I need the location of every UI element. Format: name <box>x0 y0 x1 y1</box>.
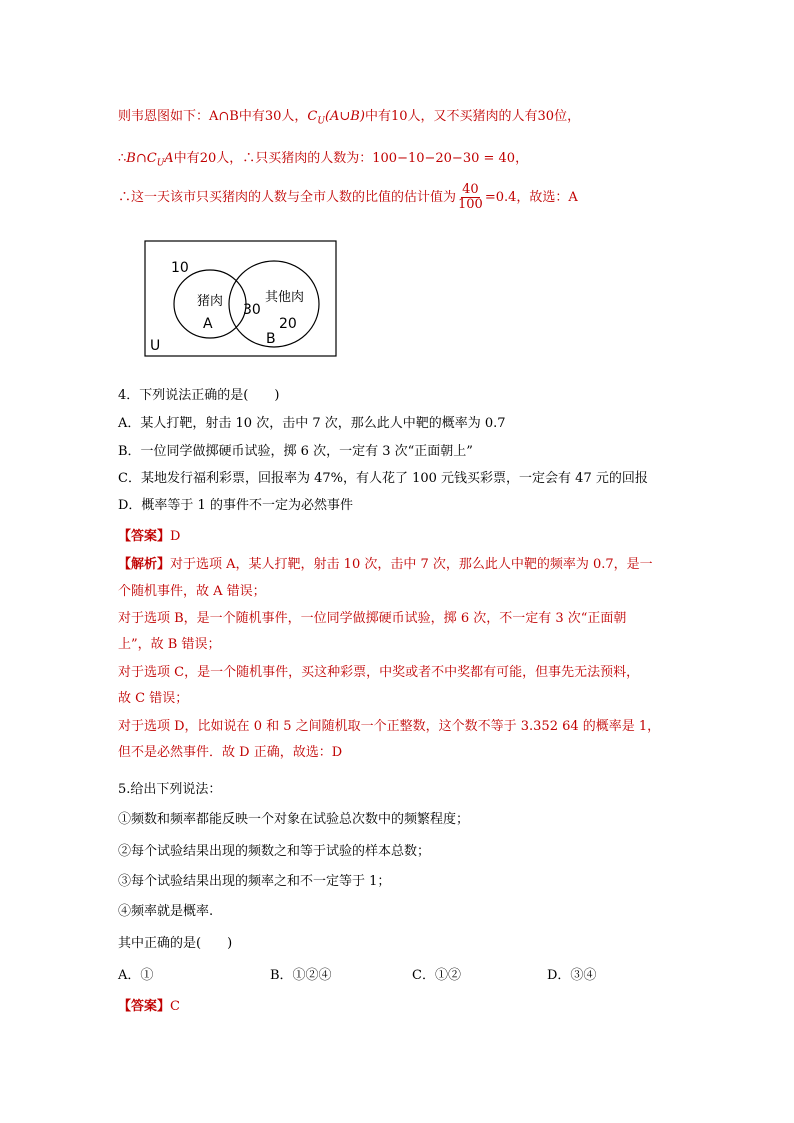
count: 20 <box>199 151 217 166</box>
text: 人， <box>281 109 308 124</box>
count: 30 <box>264 109 282 124</box>
q5-ask: 其中正确的是( ) <box>118 936 233 951</box>
q4-option-a: A．某人打靶，射击 10 次，击中 7 次，那么此人中靶的概率为 0.7 <box>118 416 506 431</box>
venn-diagram <box>144 240 338 358</box>
analysis-label: 【解析】 <box>118 557 171 572</box>
set-b-letter: B <box>266 331 276 347</box>
universe-label: U <box>150 338 161 354</box>
therefore-symbol: ∴ <box>118 151 127 166</box>
q4-option-b: B．一位同学做掷硬币试验，掷 6 次，一定有 3 次“正面朝上” <box>118 444 473 459</box>
intersection-count: 30 <box>243 302 261 318</box>
set-a-letter: A <box>203 316 213 332</box>
q5-answer <box>118 998 180 1016</box>
fraction <box>458 183 483 212</box>
q5-statement-3: ③每个试验结果出现的频率之和不一定等于 1； <box>118 874 391 889</box>
outside-count: 10 <box>171 260 189 276</box>
complement-subscript: U <box>317 116 325 127</box>
q4-option-c: C．某地发行福利彩票，回报率为 47%，有人花了 100 元钱买彩票，一定会有 47 元的回报 <box>118 471 648 486</box>
q4-option-d: D．概率等于 1 的事件不一定为必然事件 <box>118 498 353 513</box>
equation: 100−10−20−30 = 40， <box>372 151 529 166</box>
q5-option-a: A．① <box>118 968 154 983</box>
text: ∴这一天该市只买猪肉的人数与全市人数的比值的估计值为 <box>118 190 457 205</box>
q5-stem: 5.给出下列说法： <box>118 782 222 797</box>
q5-option-c: C．①② <box>412 968 461 983</box>
text: 位， <box>554 109 581 124</box>
answer-value: C <box>170 999 180 1014</box>
solution-line-1 <box>118 108 580 131</box>
q4-analysis-3: 对于选项 B，是一个随机事件，一位同学做掷硬币试验，掷 6 次，不一定有 3 次“正面朝 <box>118 611 627 626</box>
solution-line-3 <box>118 183 578 212</box>
set-b-name: 其他肉 <box>265 290 305 305</box>
q5-statement-1: ①频数和频率都能反映一个对象在试验总次数中的频繁程度； <box>118 812 470 827</box>
q4-analysis-4: 上”，故 B 错误； <box>118 637 221 652</box>
text: 人，∴只买猪肉的人数为： <box>216 151 373 166</box>
q4-analysis-8: 但不是必然事件．故 D 正确，故选：D <box>118 745 343 760</box>
q4-analysis-5: 对于选项 C，是一个随机事件，买这种彩票，中奖或者不中奖都有可能，但事先无法预料， <box>118 665 640 680</box>
answer-label: 【答案】 <box>118 999 171 1014</box>
set-b-count: 20 <box>279 316 297 332</box>
answer-value: D <box>170 529 181 544</box>
text: 人，又不买猪肉的人有 <box>407 109 538 124</box>
complement-symbol: C <box>307 109 318 124</box>
solution-line-2 <box>118 150 528 173</box>
q4-stem: 4．下列说法正确的是( ) <box>118 388 280 403</box>
text: =0.4，故选：A <box>484 190 578 205</box>
text: 则韦恩图如下：A∩B中有 <box>118 109 265 124</box>
q4-analysis-6: 故 C 错误； <box>118 691 189 706</box>
q5-statement-4: ④频率就是概率. <box>118 904 214 919</box>
count: 30 <box>537 109 555 124</box>
q4-analysis-7: 对于选项 D，比如说在 0 和 5 之间随机取一个正整数，这个数不等于 3.352 64 的概率是 1， <box>118 719 661 734</box>
analysis-text: 对于选项 A，某人打靶，射击 10 次，击中 7 次，那么此人中靶的频率为 0.7，是一 <box>170 557 653 572</box>
q5-option-b: B．①②④ <box>270 968 332 983</box>
answer-label: 【答案】 <box>118 529 171 544</box>
q5-option-d: D．③④ <box>547 968 597 983</box>
math-expr: (A∪B) <box>324 109 365 124</box>
q4-analysis-1 <box>118 556 653 574</box>
set-a-name: 猪肉 <box>197 294 224 309</box>
math-expr: A <box>164 151 174 166</box>
text: 中有 <box>364 109 391 124</box>
count: 10 <box>390 109 408 124</box>
numerator: 40 <box>462 182 479 197</box>
q4-answer <box>118 528 180 546</box>
q5-statement-2: ②每个试验结果出现的频数之和等于试验的样本总数； <box>118 844 431 859</box>
text: 中有 <box>173 151 200 166</box>
q4-analysis-2: 个随机事件，故 A 错误； <box>118 584 266 599</box>
math-expr: B∩C <box>126 151 157 166</box>
denominator: 100 <box>458 197 483 212</box>
universe-rect <box>145 241 336 356</box>
complement-subscript: U <box>156 158 165 169</box>
